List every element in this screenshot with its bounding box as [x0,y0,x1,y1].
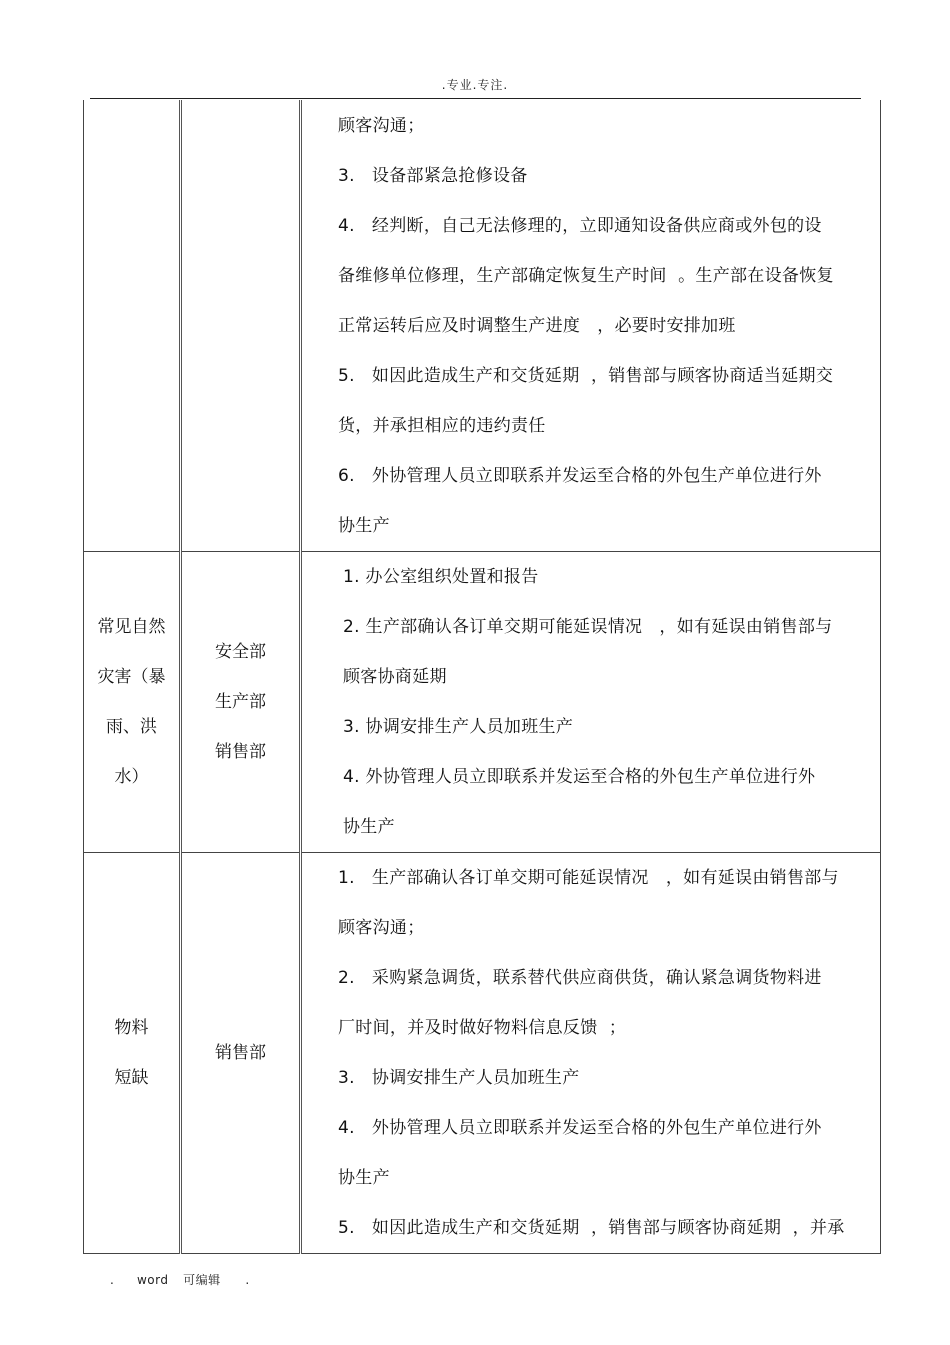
measure-line: 3. 设备部紧急抢修设备 [338,166,528,186]
measure-line: 3. 协调安排生产人员加班生产 [343,717,574,737]
emergency-response-table [83,100,881,1254]
measure-line: 4. 经判断，自己无法修理的，立即通知设备供应商或外包的设 [338,216,822,236]
measure-line: 货，并承担相应的违约责任 [338,416,546,436]
measure-line: 备维修单位修理，生产部确定恢复生产时间 。生产部在设备恢复 [338,266,834,286]
department-cell [181,853,301,1254]
measure-line: 2. 生产部确认各订单交期可能延误情况 ，如有延误由销售部与 [343,617,833,637]
measure-line: 5. 如因此造成生产和交货延期 ，销售部与顾客协商适当延期交 [338,366,834,386]
event-cell [84,100,181,552]
footer-dot: . [245,1273,250,1287]
department-cell [181,100,301,552]
measure-line: 4. 外协管理人员立即联系并发运至合格的外包生产单位进行外 [343,767,816,787]
measure-line: 1. 办公室组织处置和报告 [343,567,539,587]
measure-line: 3. 协调安排生产人员加班生产 [338,1068,580,1088]
measures-list [302,552,880,852]
measure-line: 6. 外协管理人员立即联系并发运至合格的外包生产单位进行外 [338,466,822,486]
event-cell [84,853,181,1254]
measure-line: 协生产 [343,817,395,837]
table-row [84,853,881,1254]
footer-word: word [136,1273,169,1287]
measure-line: 1. 生产部确认各订单交期可能延误情况 ，如有延误由销售部与 [338,868,839,888]
department-name: 销售部 [215,1043,266,1063]
event-line: 水） [114,767,149,787]
header-rule [90,98,861,99]
event-line: 雨、洪 [106,717,157,737]
measure-line: 2. 采购紧急调货，联系替代供应商供货，确认紧急调货物料进 [338,968,822,988]
measures-cell [301,552,881,853]
page-footer [110,1271,250,1288]
department-name: 安全部 [215,642,266,662]
event-line: 灾害（暴 [97,667,166,687]
measure-line: 5. 如因此造成生产和交货延期 ，销售部与顾客协商延期 ，并承 [338,1218,845,1238]
measures-cell [301,100,881,552]
table-row [84,552,881,853]
measure-line: 协生产 [338,516,390,536]
measure-line: 厂时间，并及时做好物料信息反馈 ； [338,1018,627,1038]
measure-line: 协生产 [338,1168,390,1188]
measures-list [302,100,880,551]
table-row [84,100,881,552]
measure-line: 顾客沟通； [338,918,425,938]
event-line: 常见自然 [97,617,166,637]
page-header: .专业.专注. [441,78,509,92]
department-name: 销售部 [215,742,266,762]
measures-list [302,853,880,1253]
department-name: 生产部 [215,692,266,712]
footer-dot: . [110,1273,115,1287]
measure-line: 顾客协商延期 [343,667,447,687]
department-cell [181,552,301,853]
event-line: 物料 [114,1018,149,1038]
event-line: 短缺 [114,1068,149,1088]
event-cell [84,552,181,853]
measure-line: 顾客沟通； [338,116,425,136]
footer-editable: 可编辑 [183,1273,221,1287]
measure-line: 4. 外协管理人员立即联系并发运至合格的外包生产单位进行外 [338,1118,822,1138]
measures-cell [301,853,881,1254]
measure-line: 正常运转后应及时调整生产进度 ，必要时安排加班 [338,316,736,336]
